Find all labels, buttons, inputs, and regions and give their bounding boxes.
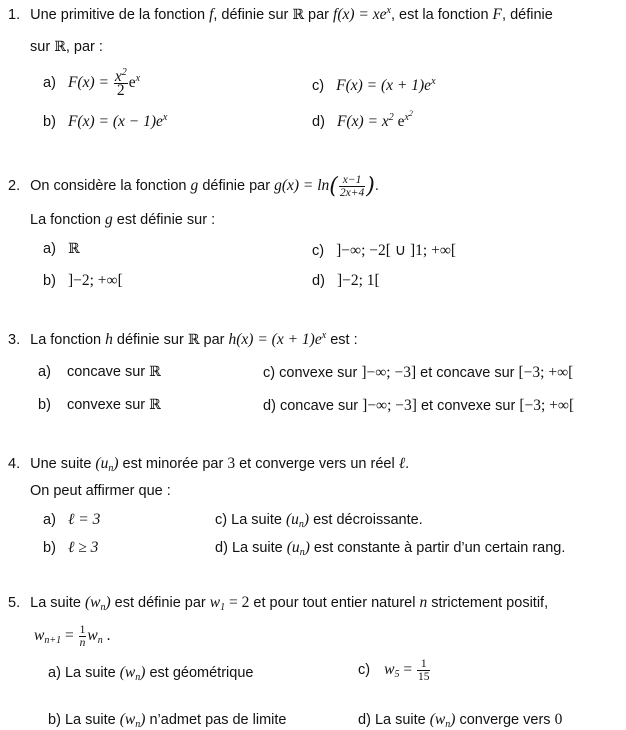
text: , est la fonction (390, 7, 489, 23)
text: par (203, 332, 225, 348)
question-1-statement (8, 6, 553, 24)
question-number: 1. (8, 7, 21, 23)
text: définie sur (116, 332, 184, 348)
option-4d[interactable]: d) La suite $(u_n)$ est constante à partir d’un certain rang. (215, 539, 566, 558)
reals-symbol: ℝ (187, 332, 200, 348)
reals-symbol: ℝ (149, 397, 161, 413)
question-4-line2: On peut affirmer que : (30, 483, 171, 499)
option-3a[interactable]: a) concave sur ℝ (38, 364, 161, 380)
option-2c[interactable]: c) ]−∞; −2[ ∪ ]1; +∞[ (312, 242, 457, 259)
reals-symbol: ℝ (54, 39, 66, 55)
math-g: g (190, 177, 199, 195)
option-1b[interactable]: b) $F(x) = (x - 1)e^x$ (43, 112, 168, 130)
reals-symbol: ℝ (149, 364, 161, 380)
option-1a[interactable]: a) F(x) = $\frac{x^2}{2}$ $e^x$ (43, 67, 141, 99)
math-answer: $F(x) = x^2$ $e^{x^2}$ (336, 109, 413, 130)
text: , définie (502, 7, 553, 23)
text: La fonction (30, 212, 101, 228)
text: On considère la fonction (30, 178, 187, 195)
option-3d[interactable]: d) concave sur ]−∞; −3] et convexe sur [−3; +∞[ (263, 397, 575, 414)
text: , définie sur (213, 7, 289, 23)
question-5-recurrence: $w_{n+1}$ = $\frac{1}{n}$ $w_n$ . (34, 624, 111, 649)
option-2b[interactable]: b) ]−2; +∞[ (43, 272, 123, 289)
option-3b[interactable]: b) convexe sur ℝ (38, 397, 161, 413)
text: Une primitive de la fonction (30, 7, 206, 23)
text: La fonction (30, 332, 102, 348)
question-3-statement (8, 331, 358, 349)
math-answer: ]−2; 1[ (336, 272, 380, 289)
math-seq: $(u_n)$ (95, 455, 119, 474)
math-def: $f(x) = xe^x$ (333, 5, 391, 23)
text: Une suite (30, 456, 92, 472)
text: définie par (202, 178, 271, 195)
option-5d[interactable]: d) La suite $(w_n)$ converge vers 0 (358, 711, 563, 730)
option-5b[interactable]: b) La suite $(w_n)$ n’admet pas de limite (48, 711, 287, 730)
question-4-statement: 4. Une suite $(u_n)$ est minorée par 3 et converge vers un réel ℓ. (8, 455, 410, 474)
option-5a[interactable]: a) La suite $(w_n)$ est géométrique (48, 664, 254, 683)
fraction: $\frac{x^2}{2}$ (114, 67, 127, 99)
option-4b[interactable]: b) ℓ ≥ 3 (43, 539, 99, 556)
math-answer: ]−2; +∞[ (67, 272, 123, 289)
text: est définie sur : (116, 212, 216, 228)
math-def: $h(x) = (x + 1)e^x$ (228, 330, 327, 348)
question-number: 4. (8, 456, 21, 472)
option-1d[interactable]: d) $F(x) = x^2$ $e^{x^2}$ (312, 109, 413, 130)
option-4c[interactable]: c) La suite $(u_n)$ est décroissante. (215, 511, 423, 530)
question-number: 3. (8, 332, 21, 348)
question-2-statement: 2. On considère la fonction g définie par g(x) = ln( $\frac{x-1}{2x+4}$ ). (8, 174, 379, 199)
math-g: g (104, 211, 113, 228)
option-5c[interactable]: c) $w_5$ = $\frac{1}{15}$ (358, 658, 430, 683)
math-answer: ℝ (67, 241, 80, 257)
text: par (308, 7, 330, 23)
math-answer: ]−∞; −2[ ∪ ]1; +∞[ (336, 242, 457, 259)
option-3c[interactable]: c) convexe sur ]−∞; −3] et concave sur [−3; +∞[ (263, 364, 574, 381)
option-2a[interactable]: a) ℝ (43, 241, 80, 257)
question-1-line2 (30, 39, 103, 55)
text: sur (30, 39, 51, 55)
math-def: g(x) = ln( $\frac{x-1}{2x+4}$ ) (274, 174, 375, 199)
option-1c[interactable]: c) $F(x) = (x + 1)e^x$ (312, 76, 436, 94)
math-answer: $F(x) = (x + 1)e^x$ (336, 76, 436, 94)
option-4a[interactable]: a) ℓ = 3 (43, 511, 101, 528)
text: , par : (65, 39, 103, 55)
question-5-statement: 5. La suite $(w_n)$ est définie par $w_1 = 2$ et pour tout entier naturel n strictement positif, (8, 594, 549, 613)
text: est : (330, 332, 358, 348)
math-f: f (209, 6, 214, 23)
question-number: 5. (8, 595, 21, 611)
option-2d[interactable]: d) ]−2; 1[ (312, 272, 380, 289)
math-h: h (105, 331, 113, 348)
math-answer: $F(x) = (x - 1)e^x$ (67, 112, 168, 130)
question-number: 2. (8, 178, 21, 195)
reals-symbol: ℝ (292, 7, 305, 23)
math-F: F (492, 6, 503, 23)
math-answer: F(x) = $\frac{x^2}{2}$ $e^x$ (67, 67, 141, 99)
question-2-line2 (30, 211, 215, 229)
